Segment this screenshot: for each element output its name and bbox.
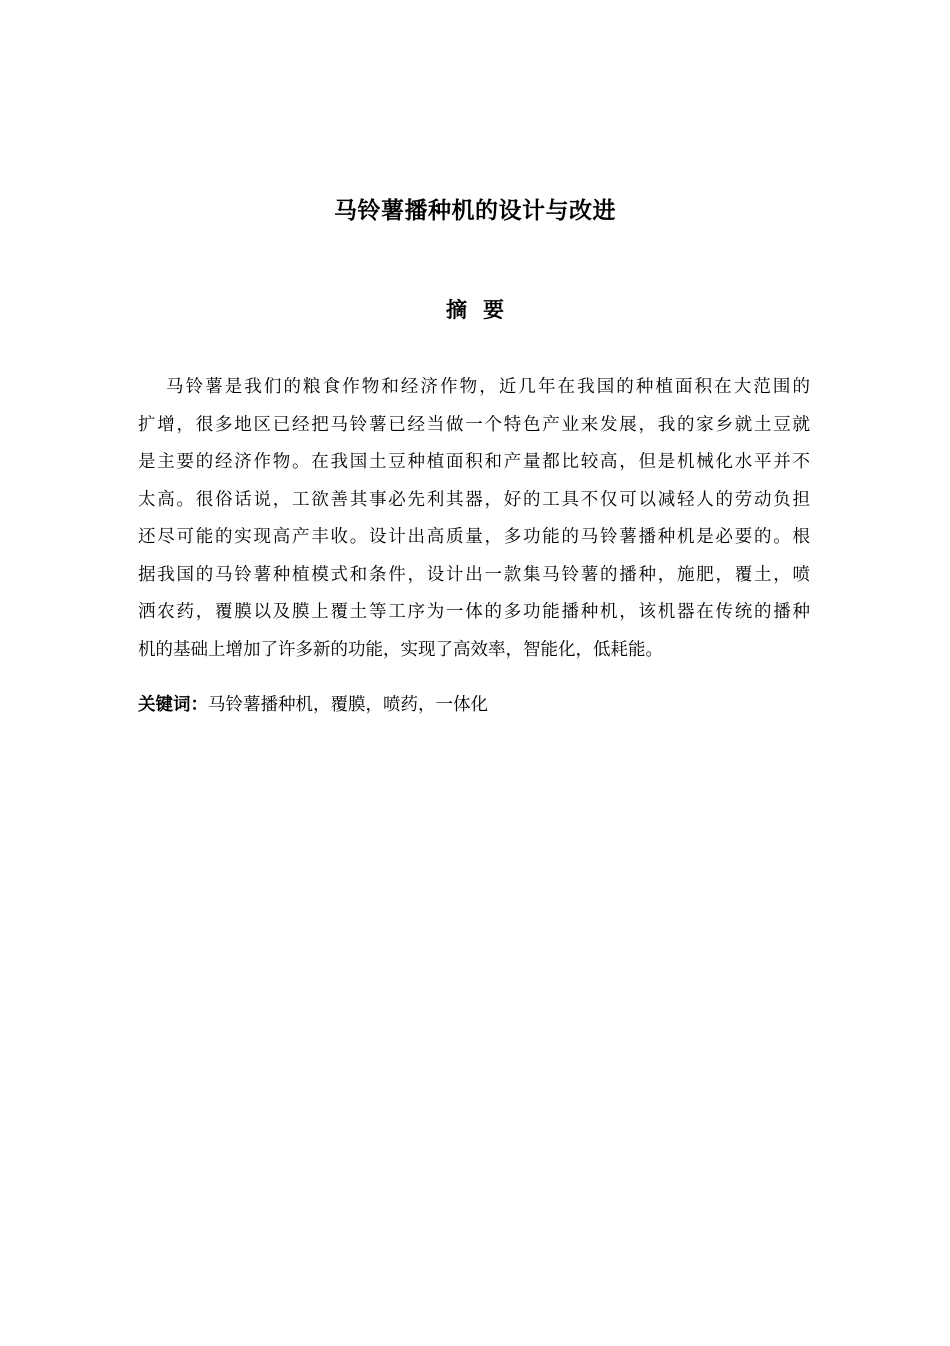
- abstract-body: [138, 369, 810, 669]
- abstract-line: 还尽可能的实现高产丰收。设计出高质量，多功能的马铃薯播种机是必要的。根: [138, 527, 810, 547]
- abstract-line: 据我国的马铃薯种植模式和条件，设计出一款集马铃薯的播种，施肥，覆土，喷: [138, 564, 810, 585]
- keywords-row: [138, 690, 810, 720]
- abstract-line: 是主要的经济作物。在我国土豆种植面积和产量都比较高，但是机械化水平并不: [138, 452, 810, 472]
- keywords-label: 关键词：: [138, 695, 208, 715]
- abstract-heading: 摘要: [446, 298, 520, 322]
- abstract-line: 马铃薯是我们的粮食作物和经济作物，近几年在我国的种植面积在大范围的: [166, 377, 810, 397]
- abstract-line: 机的基础上增加了许多新的功能，实现了高效率，智能化，低耗能。: [138, 639, 663, 660]
- keywords-text: 马铃薯播种机，覆膜，喷药，一体化: [208, 695, 488, 715]
- document-title: 马铃薯播种机的设计与改进: [334, 198, 616, 224]
- abstract-line: 太高。很俗话说，工欲善其事必先利其器，好的工具不仅可以减轻人的劳动负担: [138, 489, 810, 510]
- abstract-line: 洒农药，覆膜以及膜上覆土等工序为一体的多功能播种机，该机器在传统的播种: [138, 602, 810, 622]
- abstract-line: 扩增，很多地区已经把马铃薯已经当做一个特色产业来发展，我的家乡就土豆就: [138, 414, 810, 435]
